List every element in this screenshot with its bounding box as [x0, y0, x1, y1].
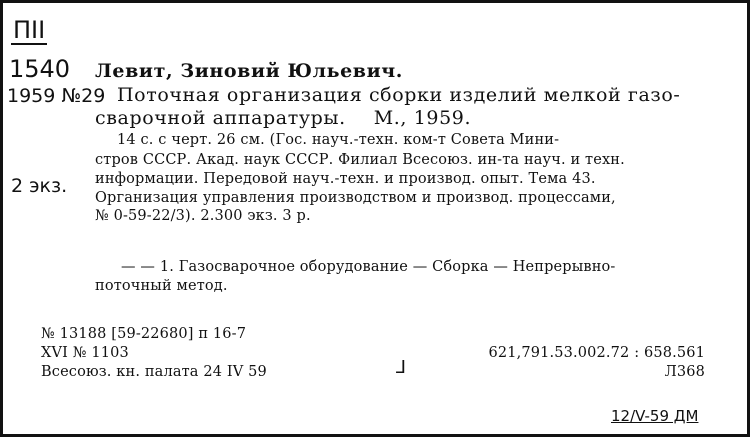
date-stamp-handwritten: 12/V-59 ДМ — [611, 407, 699, 425]
subject-line-1: — — 1. Газосварочное оборудование — Сборка — Непрерывно- — [121, 259, 616, 275]
title-line-1: Поточная организация сборки изделий мелкой газо- — [117, 84, 681, 106]
cutter-number: Л368 — [664, 364, 705, 380]
footer-number: XVI № 1103 — [41, 345, 129, 361]
place-year: М., 1959. — [373, 107, 472, 129]
description-line-1: 14 с. с черт. 26 см. (Гос. науч.-техн. ком-т Совета Мини- — [117, 132, 560, 148]
author-name: Левит, Зиновий Юльевич. — [95, 60, 404, 82]
year-note-handwritten: 1959 №29 — [7, 85, 106, 107]
footer-accession: № 13188 [59-22680] п 16-7 — [41, 326, 247, 342]
footer-chamber: Всесоюз. кн. палата 24 IV 59 — [41, 364, 267, 380]
shelfmark-number-handwritten: 1540 — [9, 55, 71, 83]
tick-mark-handwritten: ᒧ — [395, 357, 406, 378]
shelfmark-handwritten: ПІІ — [13, 16, 46, 44]
title-line-2-text: сварочной аппаратуры. — [95, 107, 346, 129]
description-line-5: № 0-59-22/3). 2.300 экз. 3 р. — [95, 208, 311, 224]
description-line-2: стров СССР. Акад. наук СССР. Филиал Всесоюз. ин-та науч. и техн. — [95, 152, 625, 168]
description-line-3: информации. Передовой науч.-техн. и производ. опыт. Тема 43. — [95, 171, 596, 187]
description-line-4: Организация управления производством и производ. процессами, — [95, 190, 616, 206]
subject-line-2: поточный метод. — [95, 278, 228, 294]
copies-note-handwritten: 2 экз. — [11, 175, 68, 197]
udc-classification: 621,791.53.002.72 : 658.561 — [488, 345, 705, 361]
title-line-2 — [95, 107, 471, 129]
